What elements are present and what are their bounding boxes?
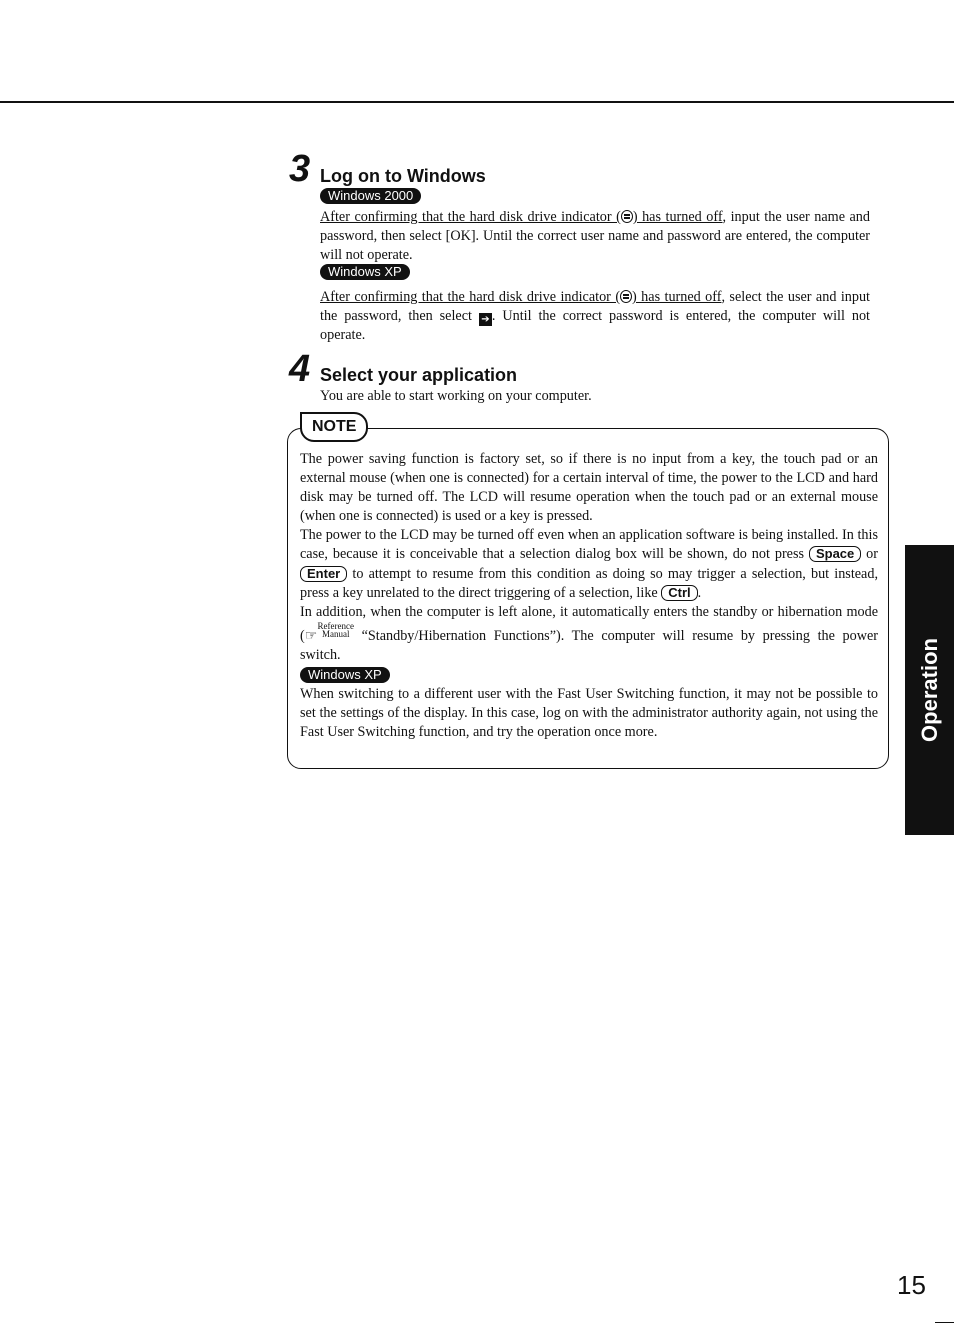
windows-xp-badge: Windows XP	[300, 667, 390, 683]
windows-2000-badge: Windows 2000	[320, 188, 421, 204]
hard-disk-indicator-icon	[620, 290, 632, 303]
step-3-number: 3	[289, 148, 311, 190]
step-4-title: Select your application	[320, 365, 518, 385]
note-label: NOTE	[300, 412, 368, 442]
hard-disk-indicator-icon	[621, 210, 633, 223]
enter-key: Enter	[300, 566, 347, 582]
reference-hand-icon: ☞	[304, 627, 318, 644]
step-3-title: Log on to Windows	[320, 166, 486, 186]
note-body	[300, 450, 878, 742]
space-key: Space	[809, 546, 861, 562]
arrow-button-icon: ➔	[479, 313, 492, 326]
section-side-tab	[905, 545, 954, 835]
note-paragraph: When switching to a different user with the Fast User Switching function, it may not be possible to set the settings of the display. In this case, log on with the administrator authority again, not using the Fast User Switching function, and try the operation once more.	[300, 686, 878, 741]
page-number: 15	[897, 1270, 926, 1300]
step-3-windows-xp-text: After confirming that the hard disk drive indicator ( ) has turned off, select the user and input the password, then select ➔ . Until the correct password is entered, the computer will not operate.	[320, 289, 870, 343]
top-rule	[0, 101, 954, 103]
note-paragraph: The power saving function is factory set, so if there is no input from a key, the touch pad or an external mouse (when one is connected) for a certain interval of time, the power to the LCD and hard disk may be turned off. The LCD will resume operation when the touch pad or an external mouse (when one is connected) is used or a key is pressed.	[300, 451, 878, 525]
reference-manual-mark: Reference Manual	[317, 620, 354, 639]
step-4-text: You are able to start working on your computer.	[320, 388, 592, 404]
windows-xp-badge: Windows XP	[320, 264, 410, 280]
note-paragraph: The power to the LCD may be turned off even when an application software is being installed. In this case, because it is conceivable that a selection dialog box will be shown, do not press Space or Enter to attempt to resume from this condition as doing so may trigger a selection, but instead, press a key unrelated to the direct triggering of a selection, like Ctrl .	[300, 527, 879, 601]
step-4-number: 4	[289, 348, 311, 390]
note-paragraph: In addition, when the computer is left alone, it automatically enters the standby or hibernation mode (☞Reference Manual “Standby/Hibernation Functions”). The computer will resume by pressing the power switch.	[300, 603, 878, 663]
bottom-rule	[935, 1322, 954, 1323]
ctrl-key: Ctrl	[661, 585, 697, 601]
side-tab-label: Operation	[916, 638, 942, 742]
step-3-windows-2000-text: After confirming that the hard disk drive indicator ( ) has turned off, input the user name and password, then select [OK]. Until the correct user name and password are entered, the computer will not operate.	[320, 209, 870, 263]
